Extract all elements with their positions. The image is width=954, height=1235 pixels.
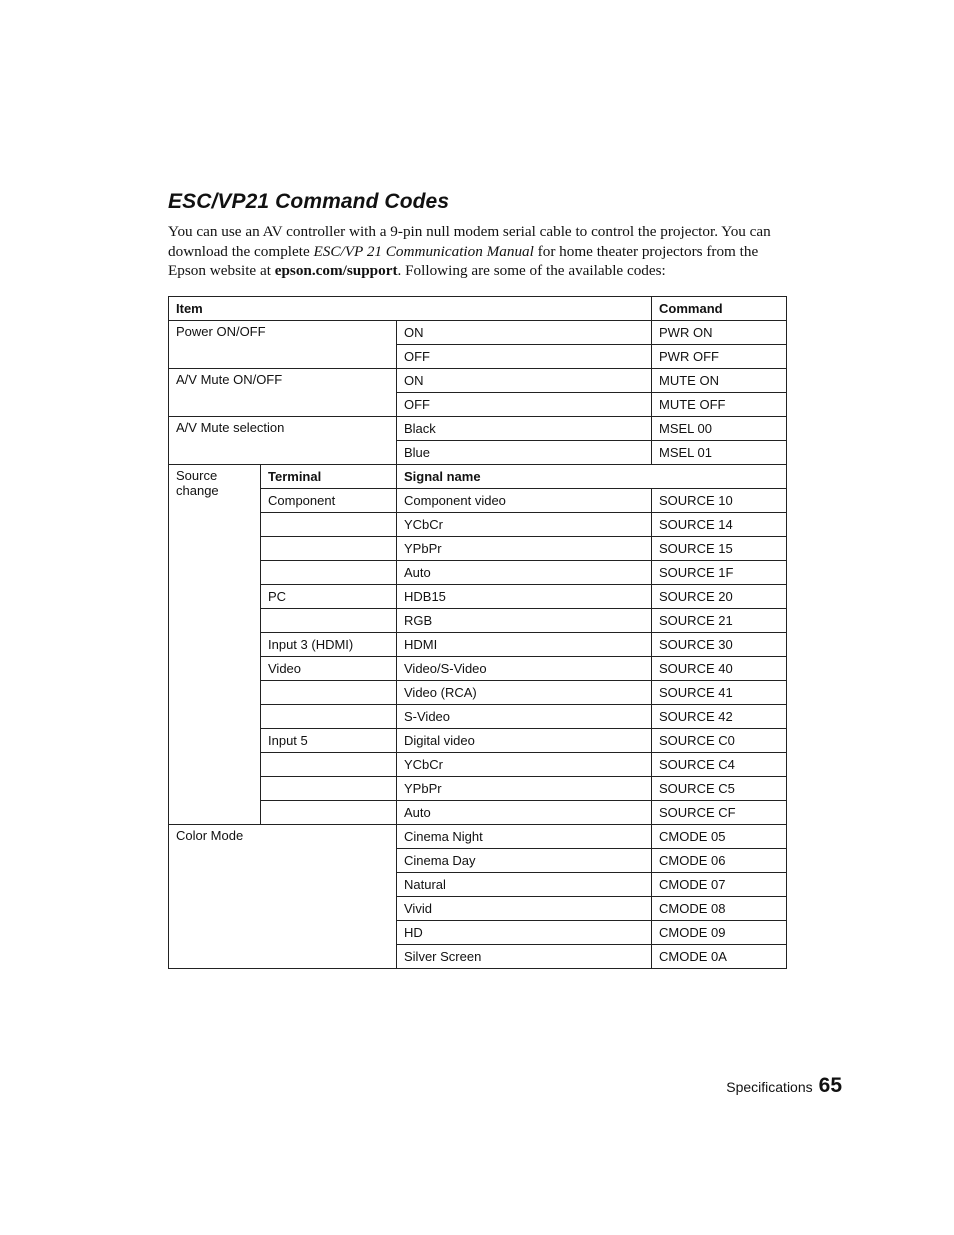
table-row [169,753,787,777]
table-row [169,561,787,585]
source-command-cell: SOURCE 21 [652,609,787,633]
terminal-cell [261,777,397,801]
table-row [169,657,787,681]
intro-paragraph [168,222,780,281]
mute-selection-value-cell: Blue [397,441,652,465]
signal-cell: Component video [397,489,652,513]
color-mode-value-cell: Cinema Night [397,825,652,849]
source-command-cell: SOURCE C4 [652,753,787,777]
source-command-cell: SOURCE 20 [652,585,787,609]
mute-selection-item-cell: A/V Mute selection [169,417,397,465]
color-mode-command-cell: CMODE 05 [652,825,787,849]
source-command-cell: SOURCE 10 [652,489,787,513]
terminal-cell [261,513,397,537]
signal-cell: YCbCr [397,513,652,537]
table-row [169,537,787,561]
command-codes-table [168,296,787,969]
mute-selection-command-cell: MSEL 00 [652,417,787,441]
source-command-cell: SOURCE 15 [652,537,787,561]
power-value-cell: ON [397,321,652,345]
color-mode-value-cell: Natural [397,873,652,897]
intro-text-1: You can use an AV controller with a 9-pin null modem serial cable to control the projector. You can download the complete [168,223,771,260]
terminal-cell [261,705,397,729]
mute-command-cell: MUTE ON [652,369,787,393]
mute-selection-value-cell: Black [397,417,652,441]
section-name: Specifications [726,1079,813,1095]
terminal-cell [261,681,397,705]
mute-item-cell: A/V Mute ON/OFF [169,369,397,417]
color-mode-command-cell: CMODE 09 [652,921,787,945]
terminal-header: Terminal [261,465,397,489]
terminal-cell [261,753,397,777]
mute-value-cell: ON [397,369,652,393]
power-command-cell: PWR ON [652,321,787,345]
table-row [169,465,787,489]
source-command-cell: SOURCE C0 [652,729,787,753]
terminal-cell: PC [261,585,397,609]
signal-cell: YPbPr [397,777,652,801]
terminal-cell [261,537,397,561]
table-row [169,321,787,345]
signal-cell: RGB [397,609,652,633]
signal-cell: Auto [397,561,652,585]
color-mode-command-cell: CMODE 0A [652,945,787,969]
intro-text-3: . Following are some of the available codes: [397,262,666,279]
signal-cell: Video (RCA) [397,681,652,705]
terminal-cell [261,801,397,825]
table-row [169,609,787,633]
power-command-cell: PWR OFF [652,345,787,369]
page-number: 65 [818,1074,842,1097]
color-mode-item-cell: Color Mode [169,825,397,969]
power-item-cell: Power ON/OFF [169,321,397,369]
table-row [169,801,787,825]
terminal-cell: Component [261,489,397,513]
signal-cell: HDB15 [397,585,652,609]
source-command-cell: SOURCE C5 [652,777,787,801]
color-mode-value-cell: Vivid [397,897,652,921]
signal-cell: Digital video [397,729,652,753]
color-mode-command-cell: CMODE 07 [652,873,787,897]
color-mode-command-cell: CMODE 08 [652,897,787,921]
source-command-cell: SOURCE 41 [652,681,787,705]
terminal-cell: Input 5 [261,729,397,753]
source-command-cell: SOURCE CF [652,801,787,825]
source-command-cell: SOURCE 40 [652,657,787,681]
signal-name-header: Signal name [397,465,787,489]
table-header-row [169,297,787,321]
table-row [169,681,787,705]
signal-cell: YCbCr [397,753,652,777]
source-item-cell: Source change [169,465,261,825]
signal-cell: Auto [397,801,652,825]
source-command-cell: SOURCE 42 [652,705,787,729]
color-mode-value-cell: HD [397,921,652,945]
table-row [169,585,787,609]
manual-title: ESC/VP 21 Communication Manual [313,242,534,260]
mute-command-cell: MUTE OFF [652,393,787,417]
signal-cell: Video/S-Video [397,657,652,681]
support-link[interactable]: epson.com/support [274,262,398,279]
table-body [169,321,787,969]
terminal-cell: Input 3 (HDMI) [261,633,397,657]
table-row [169,369,787,393]
color-mode-value-cell: Cinema Day [397,849,652,873]
terminal-cell [261,609,397,633]
color-mode-command-cell: CMODE 06 [652,849,787,873]
source-command-cell: SOURCE 14 [652,513,787,537]
source-command-cell: SOURCE 1F [652,561,787,585]
page-title: ESC/VP21 Command Codes [168,190,450,213]
table-row [169,489,787,513]
table-row [169,729,787,753]
table-row [169,825,787,849]
signal-cell: YPbPr [397,537,652,561]
table-row [169,417,787,441]
table-row [169,513,787,537]
terminal-cell: Video [261,657,397,681]
mute-value-cell: OFF [397,393,652,417]
power-value-cell: OFF [397,345,652,369]
signal-cell: HDMI [397,633,652,657]
header-item: Item [169,297,652,321]
source-command-cell: SOURCE 30 [652,633,787,657]
signal-cell: S-Video [397,705,652,729]
table-row [169,633,787,657]
header-command: Command [652,297,787,321]
table-row [169,705,787,729]
page-footer [726,1074,842,1098]
mute-selection-command-cell: MSEL 01 [652,441,787,465]
terminal-cell [261,561,397,585]
table-row [169,777,787,801]
color-mode-value-cell: Silver Screen [397,945,652,969]
intro-text-2: for home theater projectors from the Epson website at [168,242,759,279]
